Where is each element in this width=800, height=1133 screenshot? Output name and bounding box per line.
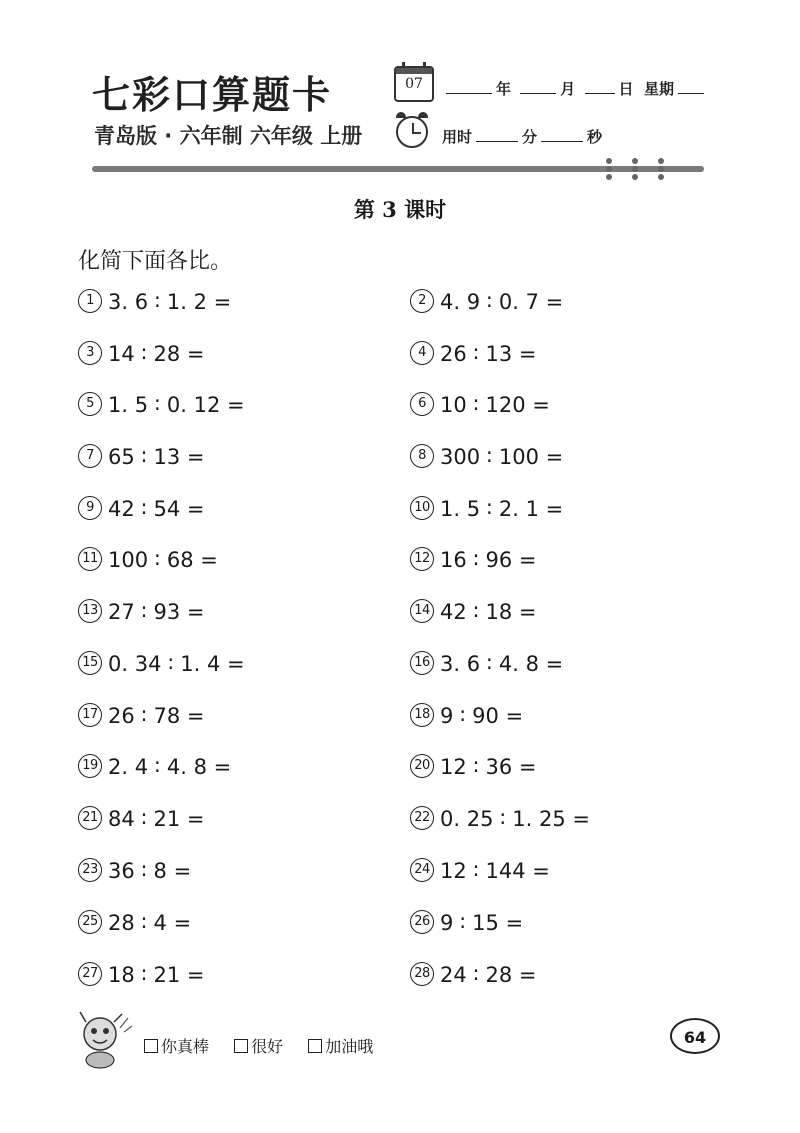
problem-text: 0. 34 ∶ 1. 4 = [108,652,245,676]
problem-item [78,652,245,677]
checkbox-icon[interactable] [144,1039,158,1053]
problem-row [78,704,718,740]
problem-number: 15 [78,651,102,675]
problem-text: 26 ∶ 78 = [108,704,205,728]
seconds-blank[interactable] [541,127,583,142]
problem-text: 0. 25 ∶ 1. 25 = [440,807,590,831]
problem-item [410,652,563,677]
problem-number: 4 [410,341,434,365]
brand-title: 七彩口算题卡 [92,73,333,117]
problem-item [410,445,563,470]
calendar-icon [394,66,434,102]
problem-text: 28 ∶ 4 = [108,911,192,935]
problem-text: 12 ∶ 36 = [440,755,537,779]
problem-number: 14 [410,599,434,623]
month-label: 月 [560,80,576,98]
problem-text: 14 ∶ 28 = [108,342,205,366]
instruction-text: 化简下面各比。 [78,249,233,274]
problem-item [78,911,191,936]
edition-label: 青岛版 · 六年制 六年级 上册 [94,124,363,148]
eval-option-keep-going[interactable] [308,1037,373,1056]
problem-item [78,755,231,780]
self-evaluation [144,1034,393,1057]
binder-pin [658,158,664,180]
problem-item [78,290,231,315]
problem-number: 20 [410,754,434,778]
problem-row [78,652,718,688]
weekday-blank[interactable] [678,79,704,94]
problem-row [78,342,718,378]
date-fill-line [442,78,708,99]
problem-text: 18 ∶ 21 = [108,963,205,987]
problem-text: 84 ∶ 21 = [108,807,205,831]
problem-row [78,807,718,843]
problem-row [78,963,718,999]
problem-item [410,911,523,936]
problem-item [410,807,590,832]
problem-item [78,807,205,832]
eval-option-great[interactable] [144,1037,209,1056]
problem-text: 42 ∶ 18 = [440,600,537,624]
problem-item [410,704,523,729]
lesson-title: 第 3 课时 [353,197,447,222]
problem-row [78,290,718,326]
problem-text: 9 ∶ 15 = [440,911,524,935]
problem-text: 16 ∶ 96 = [440,548,537,572]
eval-option-good[interactable] [234,1037,283,1056]
problem-text: 9 ∶ 90 = [440,704,524,728]
problem-number: 13 [78,599,102,623]
day-blank[interactable] [585,79,615,94]
problem-number: 7 [78,444,102,468]
problem-number: 23 [78,858,102,882]
problem-number: 18 [410,703,434,727]
problem-item [78,704,205,729]
problem-text: 1. 5 ∶ 0. 12 = [108,393,245,417]
problem-text: 10 ∶ 120 = [440,393,550,417]
problem-item [78,342,205,367]
calendar-number: 07 [405,76,423,92]
problem-item [410,290,563,315]
problem-number: 9 [78,496,102,520]
minutes-label: 分 [522,128,538,146]
binder-pin [606,158,612,180]
problem-number: 19 [78,754,102,778]
minutes-blank[interactable] [476,127,518,142]
problem-text: 300 ∶ 100 = [440,445,564,469]
problem-row [78,911,718,947]
problem-number: 11 [78,547,102,571]
problem-number: 12 [410,547,434,571]
problem-row [78,497,718,533]
problem-item [410,600,537,625]
problem-item [410,859,550,884]
time-prefix-label: 用时 [442,128,473,146]
problem-row [78,393,718,429]
problem-number: 26 [410,910,434,934]
problem-text: 2. 4 ∶ 4. 8 = [108,755,232,779]
page-number: 64 [670,1018,720,1054]
problem-number: 21 [78,806,102,830]
problem-text: 3. 6 ∶ 4. 8 = [440,652,564,676]
eval-label: 你真棒 [161,1037,210,1056]
month-blank[interactable] [520,79,556,94]
time-fill-line [442,126,602,147]
problem-text: 3. 6 ∶ 1. 2 = [108,290,232,314]
year-label: 年 [496,80,512,98]
problem-number: 25 [78,910,102,934]
eval-label: 很好 [251,1037,284,1056]
weekday-label: 星期 [643,80,674,98]
problem-row [78,755,718,791]
problem-text: 36 ∶ 8 = [108,859,192,883]
problem-number: 22 [410,806,434,830]
problem-text: 12 ∶ 144 = [440,859,550,883]
checkbox-icon[interactable] [308,1039,322,1053]
problem-item [78,963,205,988]
problem-item [78,600,205,625]
problem-item [78,497,205,522]
problem-item [410,497,563,522]
problem-number: 28 [410,962,434,986]
problem-text: 42 ∶ 54 = [108,497,205,521]
problem-item [410,548,537,573]
year-blank[interactable] [446,79,492,94]
problem-row [78,445,718,481]
problem-item [78,548,218,573]
problem-item [410,393,550,418]
problem-text: 24 ∶ 28 = [440,963,537,987]
problem-row [78,548,718,584]
problem-text: 26 ∶ 13 = [440,342,537,366]
problem-item [78,393,245,418]
problem-text: 65 ∶ 13 = [108,445,205,469]
mascot-icon [72,1008,134,1070]
problem-item [78,859,191,884]
problem-number: 16 [410,651,434,675]
checkbox-icon[interactable] [234,1039,248,1053]
problem-text: 1. 5 ∶ 2. 1 = [440,497,564,521]
problem-text: 27 ∶ 93 = [108,600,205,624]
header-divider [92,166,704,172]
problem-item [410,342,537,367]
problem-number: 17 [78,703,102,727]
problem-row [78,600,718,636]
clock-icon [396,116,428,148]
problem-number: 2 [410,289,434,313]
seconds-label: 秒 [587,128,603,146]
problem-number: 3 [78,341,102,365]
problem-item [410,963,537,988]
problem-number: 24 [410,858,434,882]
problem-number: 6 [410,392,434,416]
problem-number: 8 [410,444,434,468]
problem-number: 27 [78,962,102,986]
eval-label: 加油哦 [325,1037,374,1056]
problem-text: 100 ∶ 68 = [108,548,218,572]
problem-item [78,445,205,470]
problem-number: 1 [78,289,102,313]
problem-text: 4. 9 ∶ 0. 7 = [440,290,564,314]
problem-number: 10 [410,496,434,520]
binder-pin [632,158,638,180]
problem-row [78,859,718,895]
day-label: 日 [618,80,634,98]
problem-number: 5 [78,392,102,416]
problem-item [410,755,537,780]
